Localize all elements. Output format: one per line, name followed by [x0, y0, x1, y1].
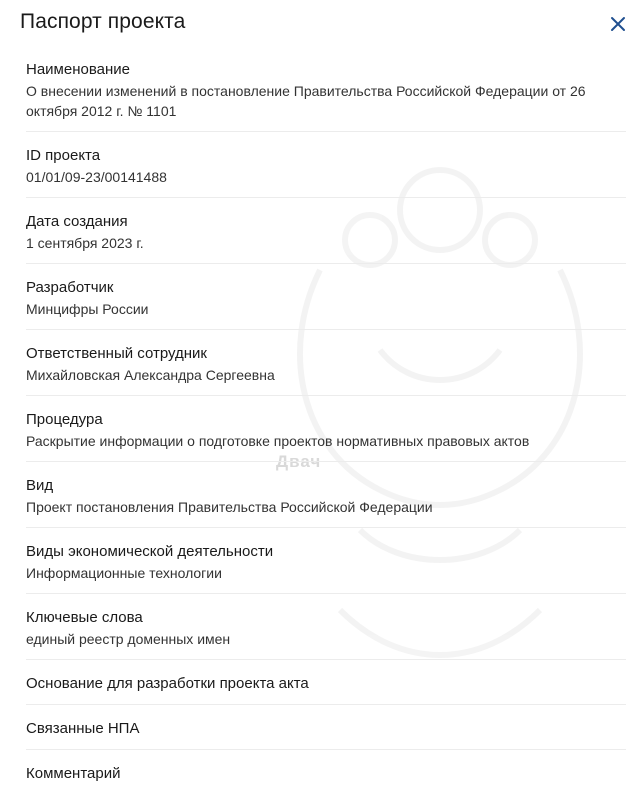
close-button[interactable]: [606, 12, 630, 36]
field-label: Дата создания: [26, 213, 128, 230]
field-value: Раскрытие информации о подготовке проектов нормативных правовых актов: [26, 433, 530, 449]
field-creation-date: [26, 206, 626, 264]
field-label: Основание для разработки проекта акта: [26, 675, 309, 692]
field-label: Ответственный сотрудник: [26, 345, 207, 362]
field-basis: [26, 668, 626, 705]
field-value: Проект постановления Правительства Российской Федерации: [26, 499, 433, 515]
field-label: Ключевые слова: [26, 609, 143, 626]
field-economic-activities: [26, 536, 626, 594]
field-value: 01/01/09-23/00141488: [26, 169, 167, 185]
field-label: Вид: [26, 477, 54, 494]
watermark-text: Двач: [276, 452, 322, 471]
field-value: О внесении изменений в постановление Правительства Российской Федерации от 26 октября 2012 г. № 1101: [26, 83, 586, 119]
field-related-acts: [26, 713, 626, 750]
field-label: Процедура: [26, 411, 103, 428]
field-name: [26, 54, 626, 132]
panel-header: [0, 0, 640, 54]
page-title: Паспорт проекта: [20, 10, 186, 33]
field-value: единый реестр доменных имен: [26, 631, 231, 647]
field-comment: [26, 758, 626, 794]
field-value: Минцифры России: [26, 301, 149, 317]
field-developer: [26, 272, 626, 330]
field-value: Михайловская Александра Сергеевна: [26, 367, 275, 383]
field-label: Комментарий: [26, 765, 121, 782]
field-value: 1 сентября 2023 г.: [26, 235, 144, 251]
field-type: [26, 470, 626, 528]
field-label: Виды экономической деятельности: [26, 543, 274, 560]
passport-fields: [0, 54, 640, 794]
field-label: Разработчик: [26, 279, 114, 296]
close-icon: [606, 12, 630, 36]
field-project-id: [26, 140, 626, 198]
field-label: ID проекта: [26, 147, 101, 164]
field-label: Наименование: [26, 61, 130, 78]
field-label: Связанные НПА: [26, 720, 140, 737]
field-keywords: [26, 602, 626, 660]
field-procedure: [26, 404, 626, 462]
field-responsible-employee: [26, 338, 626, 396]
field-value: Информационные технологии: [26, 565, 222, 581]
